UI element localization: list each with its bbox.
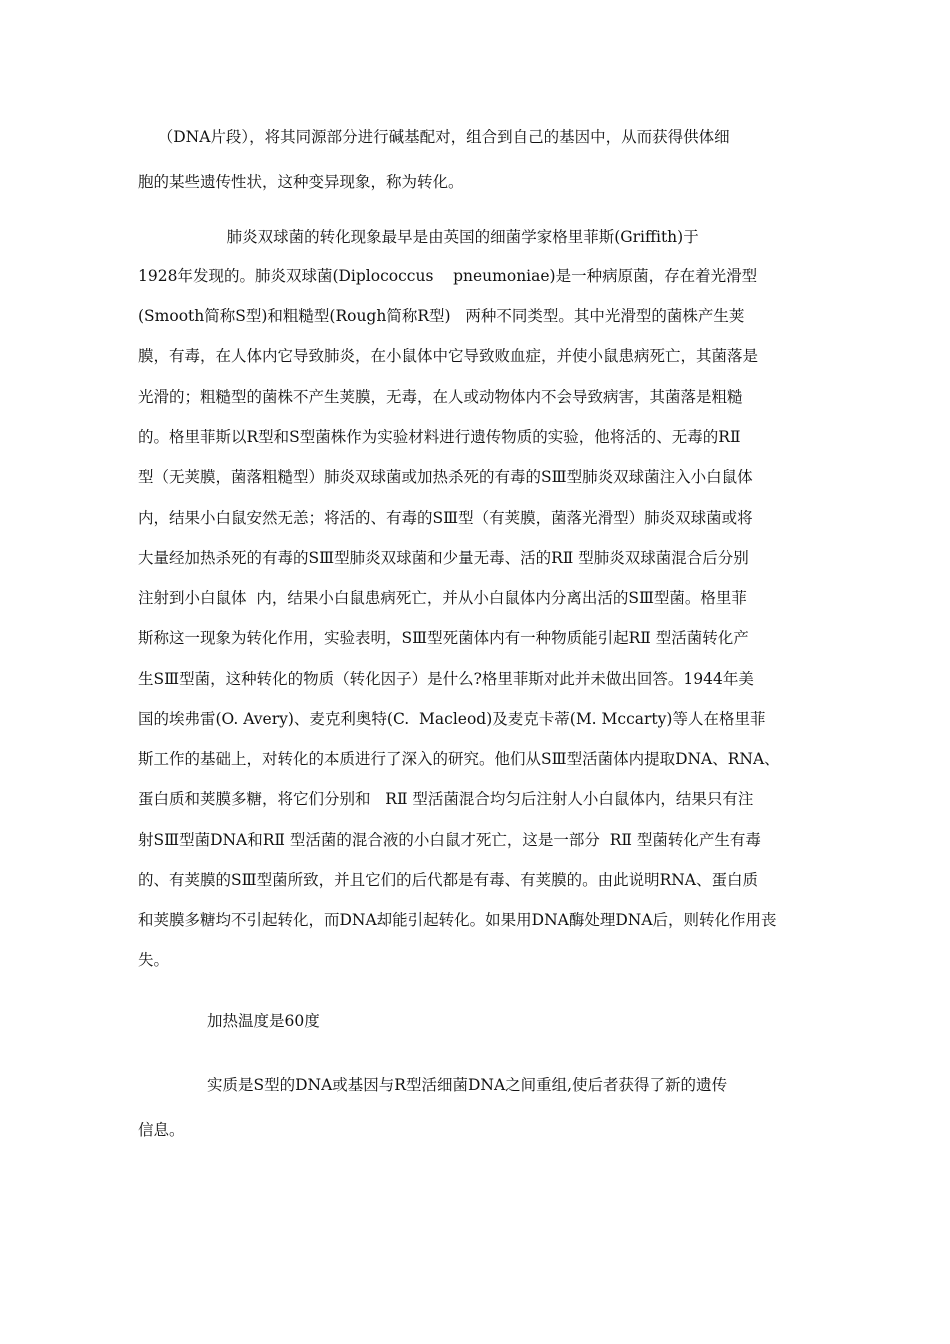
p2-line-7: 型（无荚膜，菌落粗糙型）肺炎双球菌或加热杀死的有毒的SⅢ型肺炎双球菌注入小白鼠体: [138, 468, 753, 486]
p2-line-19: 失。: [138, 951, 170, 969]
p3-line-1: 加热温度是60度: [138, 1012, 320, 1030]
p2-line-17: 的、有荚膜的SⅢ型菌所致，并且它们的后代都是有毒、有荚膜的。由此说明RNA、蛋白质: [138, 871, 758, 889]
p2-line-8: 内，结果小白鼠安然无恙；将活的、有毒的SⅢ型（有荚膜，菌落光滑型）肺炎双球菌或将: [138, 509, 753, 527]
p2-line-6: 的。格里菲斯以R型和S型菌株作为实验材料进行遗传物质的实验，他将活的、无毒的RⅡ: [138, 428, 741, 446]
p2-line-11: 斯称这一现象为转化作用，实验表明，SⅢ型死菌体内有一种物质能引起RⅡ 型活菌转化产: [138, 629, 749, 647]
p2-line-12: 生SⅢ型菌，这种转化的物质（转化因子）是什么?格里菲斯对此并未做出回答。1944年美: [138, 670, 754, 688]
p2-line-15: 蛋白质和荚膜多糖，将它们分别和 RⅡ 型活菌混合均匀后注射人小白鼠体内，结果只有注: [138, 790, 754, 808]
p4-line-1: 实质是S型的DNA或基因与R型活细菌DNA之间重组,使后者获得了新的遗传: [138, 1076, 728, 1094]
p2-line-13: 国的埃弗雷(O. Avery)、麦克利奥特(C. Macleod)及麦克卡蒂(M. Mccarty)等人在格里菲: [138, 710, 766, 728]
p2-line-1: 肺炎双球菌的转化现象最早是由英国的细菌学家格里菲斯(Griffith)于: [138, 228, 699, 246]
p2-line-4: 膜，有毒，在人体内它导致肺炎，在小鼠体中它导致败血症，并使小鼠患病死亡，其菌落是: [138, 347, 759, 365]
p1-line-1: （DNA片段），将其同源部分进行碱基配对，组合到自己的基因中，从而获得供体细: [138, 128, 730, 146]
p2-line-2: 1928年发现的。肺炎双球菌(Diplococcus pneumoniae)是一种病原菌，存在着光滑型: [138, 267, 758, 285]
p2-line-3: (Smooth简称S型)和粗糙型(Rough简称R型) 两种不同类型。其中光滑型的菌株产生荚: [138, 307, 745, 325]
p2-line-14: 斯工作的基础上，对转化的本质进行了深入的研究。他们从SⅢ型活菌体内提取DNA、RNA、: [138, 750, 780, 768]
p2-line-18: 和荚膜多糖均不引起转化，而DNA却能引起转化。如果用DNA酶处理DNA后，则转化作用丧: [138, 911, 777, 929]
p2-line-16: 射SⅢ型菌DNA和RⅡ 型活菌的混合液的小白鼠才死亡，这是一部分 RⅡ 型菌转化产生有毒: [138, 831, 761, 849]
p4-line-2: 信息。: [138, 1121, 185, 1139]
p1-line-2: 胞的某些遗传性状，这种变异现象，称为转化。: [138, 173, 464, 191]
p2-line-10: 注射到小白鼠体 内，结果小白鼠患病死亡，并从小白鼠体内分离出活的SⅢ型菌。格里菲: [138, 589, 747, 607]
p2-line-9: 大量经加热杀死的有毒的SⅢ型肺炎双球菌和少量无毒、活的RⅡ 型肺炎双球菌混合后分别: [138, 549, 749, 567]
p2-line-5: 光滑的；粗糙型的菌株不产生荚膜，无毒，在人或动物体内不会导致病害，其菌落是粗糙: [138, 388, 743, 406]
